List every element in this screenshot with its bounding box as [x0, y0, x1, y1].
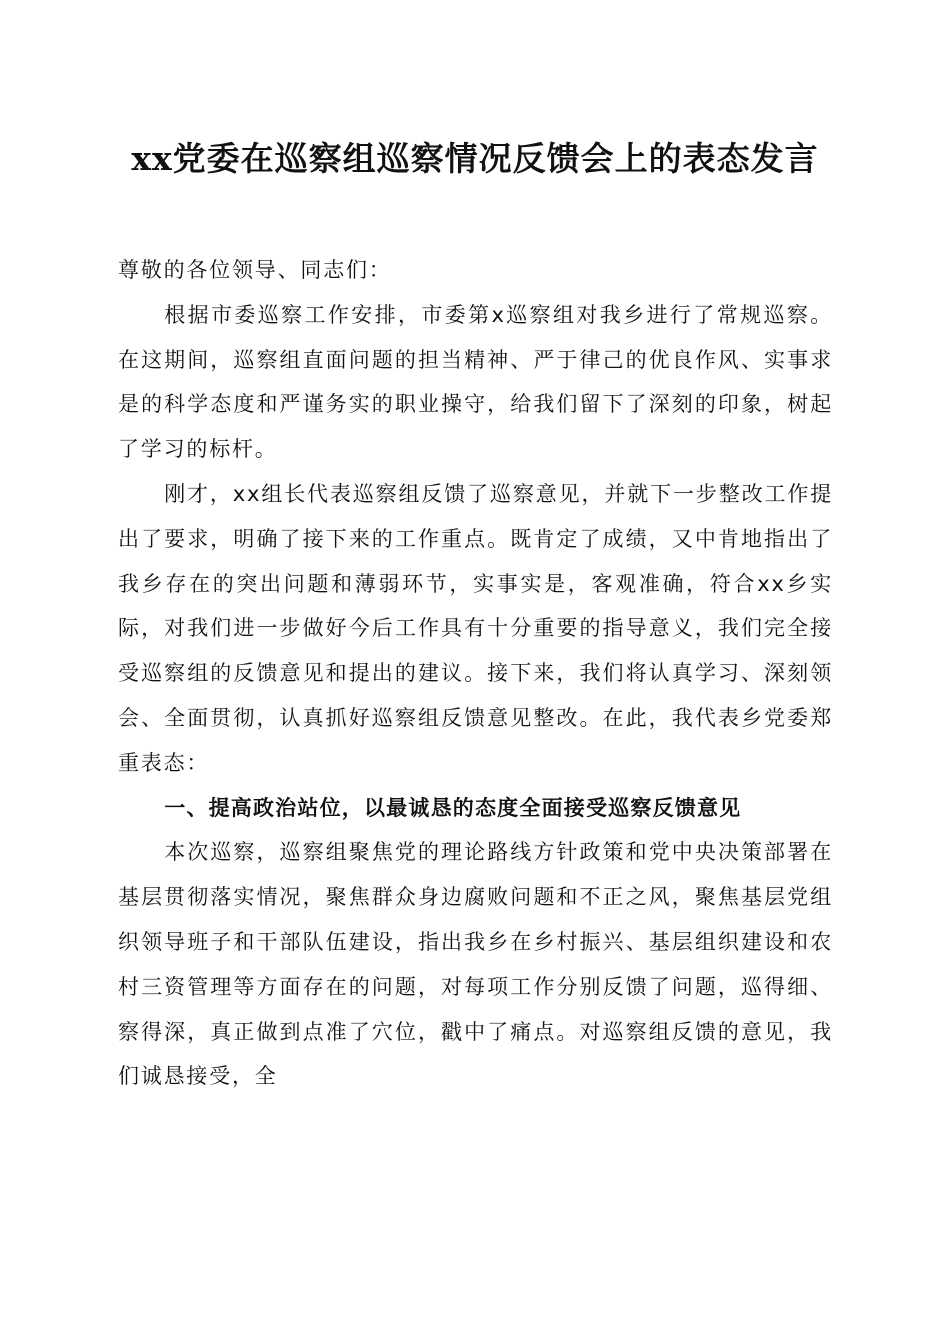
section-paragraph: 本次巡察，巡察组聚焦党的理论路线方针政策和党中央决策部署在基层贯彻落实情况，聚焦群众身边腐败问题和不正之风，聚焦基层党组织领导班子和干部队伍建设，指出我乡在乡村振兴、基层组织建设和农村三资管理等方面存在的问题，对每项工作分别反馈了问题，巡得细、察得深，真正做到点准了穴位，戳中了痛点。对巡察组反馈的意见，我们诚恳接受，全: [118, 840, 833, 1089]
paragraph-1: 根据市委巡察工作安排，市委第x巡察组对我乡进行了常规巡察。在这期间，巡察组直面问题的担当精神、严于律己的优良作风、实事求是的科学态度和严谨务实的职业操守，给我们留下了深刻的印象，树起了学习的标杆。: [118, 302, 833, 462]
section-heading: 一、提高政治站位，以最诚恳的态度全面接受巡察反馈意见: [164, 795, 742, 820]
document-title: xx党委在巡察组巡察情况反馈会上的表态发言: [131, 139, 819, 178]
salutation: 尊敬的各位领导、同志们：: [118, 258, 392, 282]
paragraph-2: 刚才，xx组长代表巡察组反馈了巡察意见，并就下一步整改工作提出了要求，明确了接下来的工作重点。既肯定了成绩，又中肯地指出了我乡存在的突出问题和薄弱环节，实事实是，客观准确，符合xx乡实际，对我们进一步做好今后工作具有十分重要的指导意义，我们完全接受巡察组的反馈意见和提出的建议。接下来，我们将认真学习、深刻领会、全面贯彻，认真抓好巡察组反馈意见整改。在此，我代表乡党委郑重表态：: [118, 481, 833, 775]
document-body: [118, 248, 833, 1099]
